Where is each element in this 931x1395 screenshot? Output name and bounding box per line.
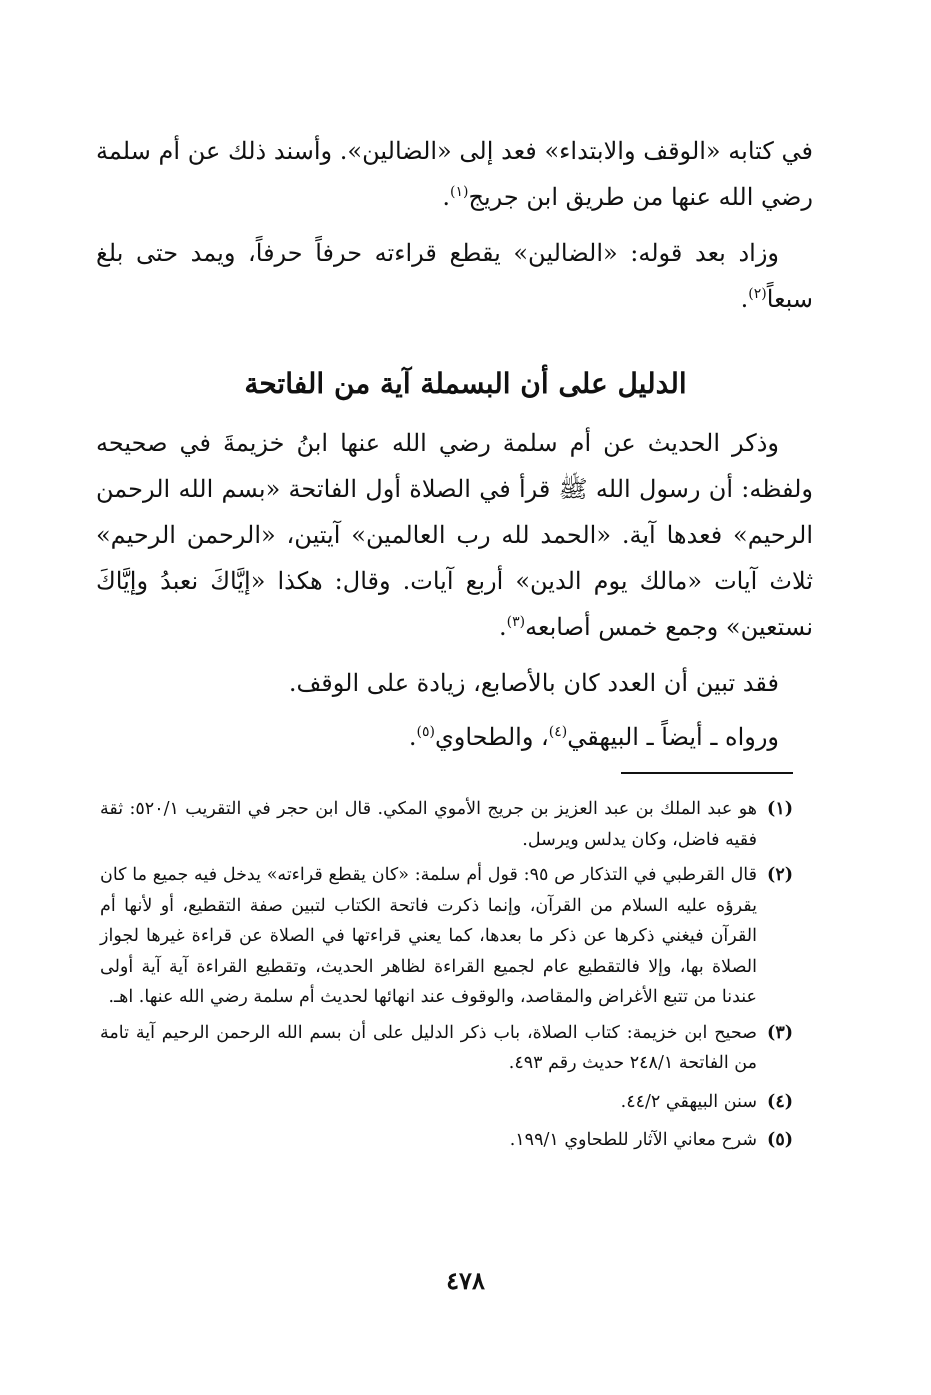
top-text-block [96, 128, 813, 322]
paragraph-text: في كتابه «الوقف والابتداء» فعد إلى «الضالين». وأسند ذلك عن أم سلمة رضي الله عنها من طريق ابن جريج [96, 137, 813, 211]
paragraph-end: . [442, 183, 451, 211]
paragraph-text: وذكر الحديث عن أم سلمة رضي الله عنها ابنُ خزيمةَ في صحيحه ولفظه: أن رسول الله ﷺ قرأ في الصلاة أول الفاتحة «بسم الله الرحمن الرحيم» فعدها آية. «الحمد لله رب العالمين» آيتين، «الرحمن الرحيم» ثلاث آيات «مالك يوم الدين» أربع آيات. وقال: هكذا «إيَّاكَ نعبدُ وإيَّاكَ نستعين» وجمع خمس أصابعه [96, 429, 813, 641]
footnote-text: قال القرطبي في التذكار ص ٩٥: قول أم سلمة: «كان يقطع قراءته» يدخل فيه جميع ما كان يقرؤه عليه السلام من القرآن، وإنما ذكرت فاتحة الكتاب لتبين صفة التقطيع، أو لأنها أم القرآن فيغني ذكرها عن ذكر ما بعدها، كما يعني قراءتها في الصلاة عن قراءة غيرها لجواز الصلاة بها، وإلا فالتقطيع عام لجميع القراءة لظاهر الحديث، وتقطيع القراءة آية آية أولى عندنا من تتبع الأغراض والمقاصد، والوقوف عند انهائها لحديث أم سلمة رضي الله عنها. اهـ. [100, 865, 757, 1007]
footnote-4 [100, 1087, 793, 1118]
paragraph-text: ورواه ـ أيضاً ـ البيهقي [567, 723, 779, 751]
footnote-divider [621, 772, 793, 774]
paragraph-text: وزاد بعد قوله: «الضالين» يقطع قراءته حرفاً حرفاً، ويمد حتى بلغ سبعاً [96, 239, 813, 313]
footnote-number: (٥) [767, 1130, 793, 1150]
footnote-ref: (١) [450, 184, 469, 200]
paragraph-1 [96, 128, 813, 220]
footnote-1 [100, 794, 793, 855]
footnote-number: (١) [767, 799, 793, 819]
footnote-ref: (٢) [748, 286, 767, 302]
paragraph-4 [96, 660, 813, 706]
footnote-text: صحيح ابن خزيمة: كتاب الصلاة، باب ذكر الدليل على أن بسم الله الرحمن الرحيم آية تامة من الفاتحة ٢٤٨/١ حديث رقم ٤٩٣. [100, 1022, 757, 1073]
paragraph-2 [96, 230, 813, 322]
footnote-ref: (٥) [416, 724, 435, 740]
footnote-text: شرح معاني الآثار للطحاوي ١٩٩/١. [509, 1130, 757, 1150]
page-number: ٤٧٨ [446, 1266, 485, 1295]
paragraph-text: فقد تبين أن العدد كان بالأصابع، زيادة على الوقف. [288, 669, 779, 697]
footnote-text: سنن البيهقي ٤٤/٢. [620, 1091, 757, 1112]
footnote-5 [100, 1125, 793, 1156]
paragraph-text: ، والطحاوي [434, 723, 549, 751]
footnote-ref: (٤) [548, 724, 568, 740]
section-heading: الدليل على أن البسملة آية من الفاتحة [244, 367, 687, 400]
footnote-3 [100, 1018, 793, 1079]
paragraph-end: . [408, 723, 417, 751]
paragraph-5 [96, 714, 813, 760]
footnote-ref: (٣) [506, 614, 526, 630]
footnotes [100, 794, 793, 1161]
paragraph-end: . [740, 285, 749, 313]
footnote-number: (٢) [767, 865, 793, 885]
footnote-2 [100, 860, 793, 1013]
paragraph-3 [96, 420, 813, 650]
footnote-text: هو عبد الملك بن عبد العزيز بن جريج الأموي المكي. قال ابن حجر في التقريب ٥٢٠/١: ثقة فقيه فاضل، وكان يدلس ويرسل. [100, 799, 757, 850]
section-text-block [96, 420, 813, 760]
footnote-number: (٤) [767, 1091, 793, 1112]
footnote-number: (٣) [767, 1022, 793, 1043]
paragraph-end: . [499, 613, 507, 641]
